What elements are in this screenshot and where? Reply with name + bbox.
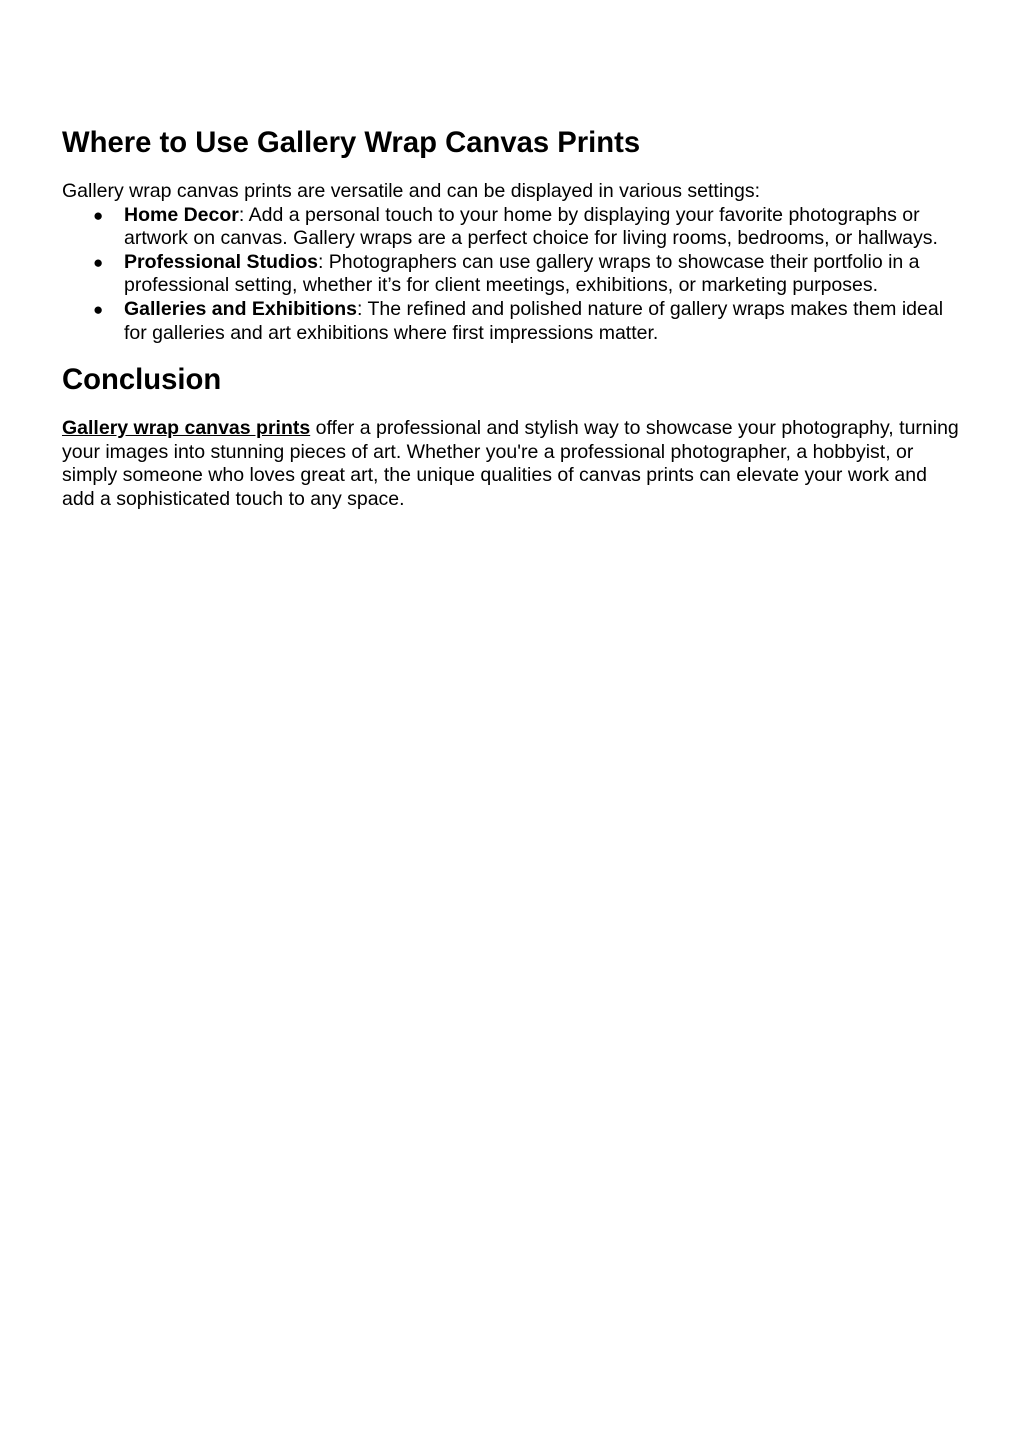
list-item-term: Home Decor (124, 203, 239, 226)
gallery-wrap-link[interactable]: Gallery wrap canvas prints (62, 417, 311, 440)
usage-list (62, 204, 962, 346)
intro-paragraph: Gallery wrap canvas prints are versatile and can be displayed in various settings: (62, 180, 761, 202)
bullet-icon: ● (93, 252, 104, 272)
conclusion-paragraph (62, 417, 962, 511)
list-item-home-decor (62, 204, 962, 251)
list-item-term: Professional Studios (124, 250, 318, 273)
list-item-text: : The refined and polished nature of gallery wraps makes them ideal for galleries and art exhibitions where first impressions matter. (124, 297, 944, 344)
list-item-professional-studios (62, 251, 962, 298)
list-item-term: Galleries and Exhibitions (124, 297, 357, 320)
section-heading-where-to-use: Where to Use Gallery Wrap Canvas Prints (62, 127, 641, 159)
section-heading-conclusion: Conclusion (62, 364, 222, 397)
list-item-text: : Photographers can use gallery wraps to showcase their portfolio in a professional setting, whether it’s for client meetings, exhibitions, or marketing purposes. (124, 250, 920, 297)
list-item-galleries-exhibitions (62, 298, 962, 345)
list-item-text: : Add a personal touch to your home by displaying your favorite photographs or artwork on canvas. Gallery wraps are a perfect choice for living rooms, bedrooms, or hallways. (124, 203, 938, 250)
bullet-icon: ● (93, 205, 104, 225)
spacer (62, 393, 962, 417)
document-page (62, 127, 962, 512)
conclusion-text: offer a professional and stylish way to showcase your photography, turning your images into stunning pieces of art. Whether you're a professional photographer, a hobbyist, or simply someone who loves great art, the unique qualities of canvas prints can elevate your work and add a sophisticated touch to any space. (62, 417, 959, 510)
spacer (62, 156, 962, 180)
bullet-icon: ● (93, 299, 104, 319)
